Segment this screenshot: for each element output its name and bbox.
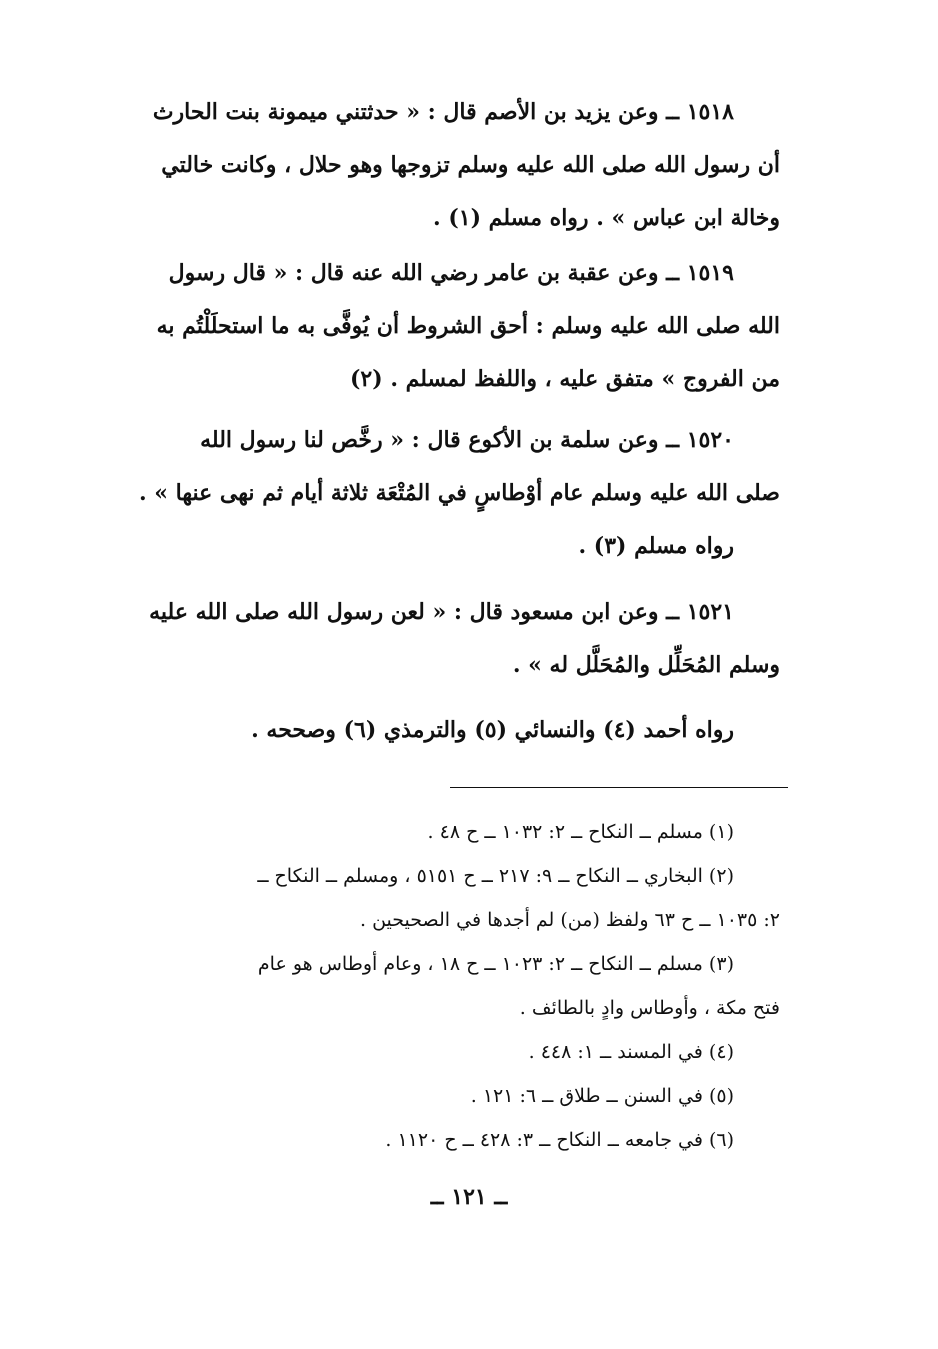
text-line: الله صلى الله عليه وسلم : أحق الشروط أن يُوفَّى به ما استحلَلْتُم به: [156, 313, 780, 339]
footnote-3: (٣) مسلم ــ النكاح ــ ٢: ١٠٢٣ ــ ح ١٨ ، وعام أوطاس هو عام: [257, 953, 734, 975]
text-line: ١٥١٨ ــ وعن يزيد بن الأصم قال : « حدثتني ميمونة بنت الحارث: [152, 99, 734, 125]
page-number: ــ ١٢١ ــ: [430, 1184, 508, 1210]
hadith-1518: [153, 86, 780, 245]
text-line: رواه مسلم (٣) .: [578, 533, 734, 559]
footnote-4: (٤) في المسند ــ ١: ٤٤٨ .: [528, 1041, 734, 1063]
hadith-1521-source: [251, 704, 780, 757]
text-line: ١٥٢١ ــ وعن ابن مسعود قال : « لعن رسول الله صلى الله عليه: [149, 599, 734, 625]
footnote-5: (٥) في السنن ــ طلاق ــ ٦: ١٢١ .: [470, 1085, 734, 1107]
footnote-3-continued: فتح مكة ، وأوطاس وادٍ بالطائف .: [519, 997, 780, 1019]
footnote-2: (٢) البخاري ــ النكاح ــ ٩: ٢١٧ ــ ح ٥١٥١ ، ومسلم ــ النكاح ــ: [257, 865, 734, 887]
footnotes: [130, 810, 780, 1162]
footnote-6: (٦) في جامعه ــ النكاح ــ ٣: ٤٢٨ ــ ح ١١٢٠ .: [385, 1129, 734, 1151]
footnote-2-continued: ٢: ١٠٣٥ ــ ح ٦٣ ولفظ (من) لم أجدها في الصحيحين .: [359, 909, 780, 931]
hadith-1519: [157, 247, 780, 406]
hadith-1521: [149, 586, 780, 692]
text-line: صلى الله عليه وسلم عام أوْطاسٍ في المُتْعَة ثلاثة أيام ثم نهى عنها » .: [138, 480, 780, 506]
text-line: رواه أحمد (٤) والنسائي (٥) والترمذي (٦) وصححه .: [251, 717, 734, 743]
text-line: أن رسول الله صلى الله عليه وسلم تزوجها وهو حلال ، وكانت خالتي: [161, 152, 780, 178]
footnote-1: (١) مسلم ــ النكاح ــ ٢: ١٠٣٢ ــ ح ٤٨ .: [427, 821, 734, 843]
footnote-divider: [450, 787, 788, 788]
hadith-1520: [139, 414, 780, 573]
text-line: من الفروج » متفق عليه ، واللفظ لمسلم . (٢): [350, 366, 780, 392]
text-line: وسلم المُحَلِّل والمُحَلَّل له » .: [512, 652, 780, 678]
text-line: ١٥١٩ ــ وعن عقبة بن عامر رضي الله عنه قال : « قال رسول: [168, 260, 734, 286]
text-line: ١٥٢٠ ــ وعن سلمة بن الأكوع قال : « رخَّص لنا رسول الله: [200, 427, 734, 453]
text-line: وخالة ابن عباس » . رواه مسلم (١) .: [433, 205, 780, 231]
